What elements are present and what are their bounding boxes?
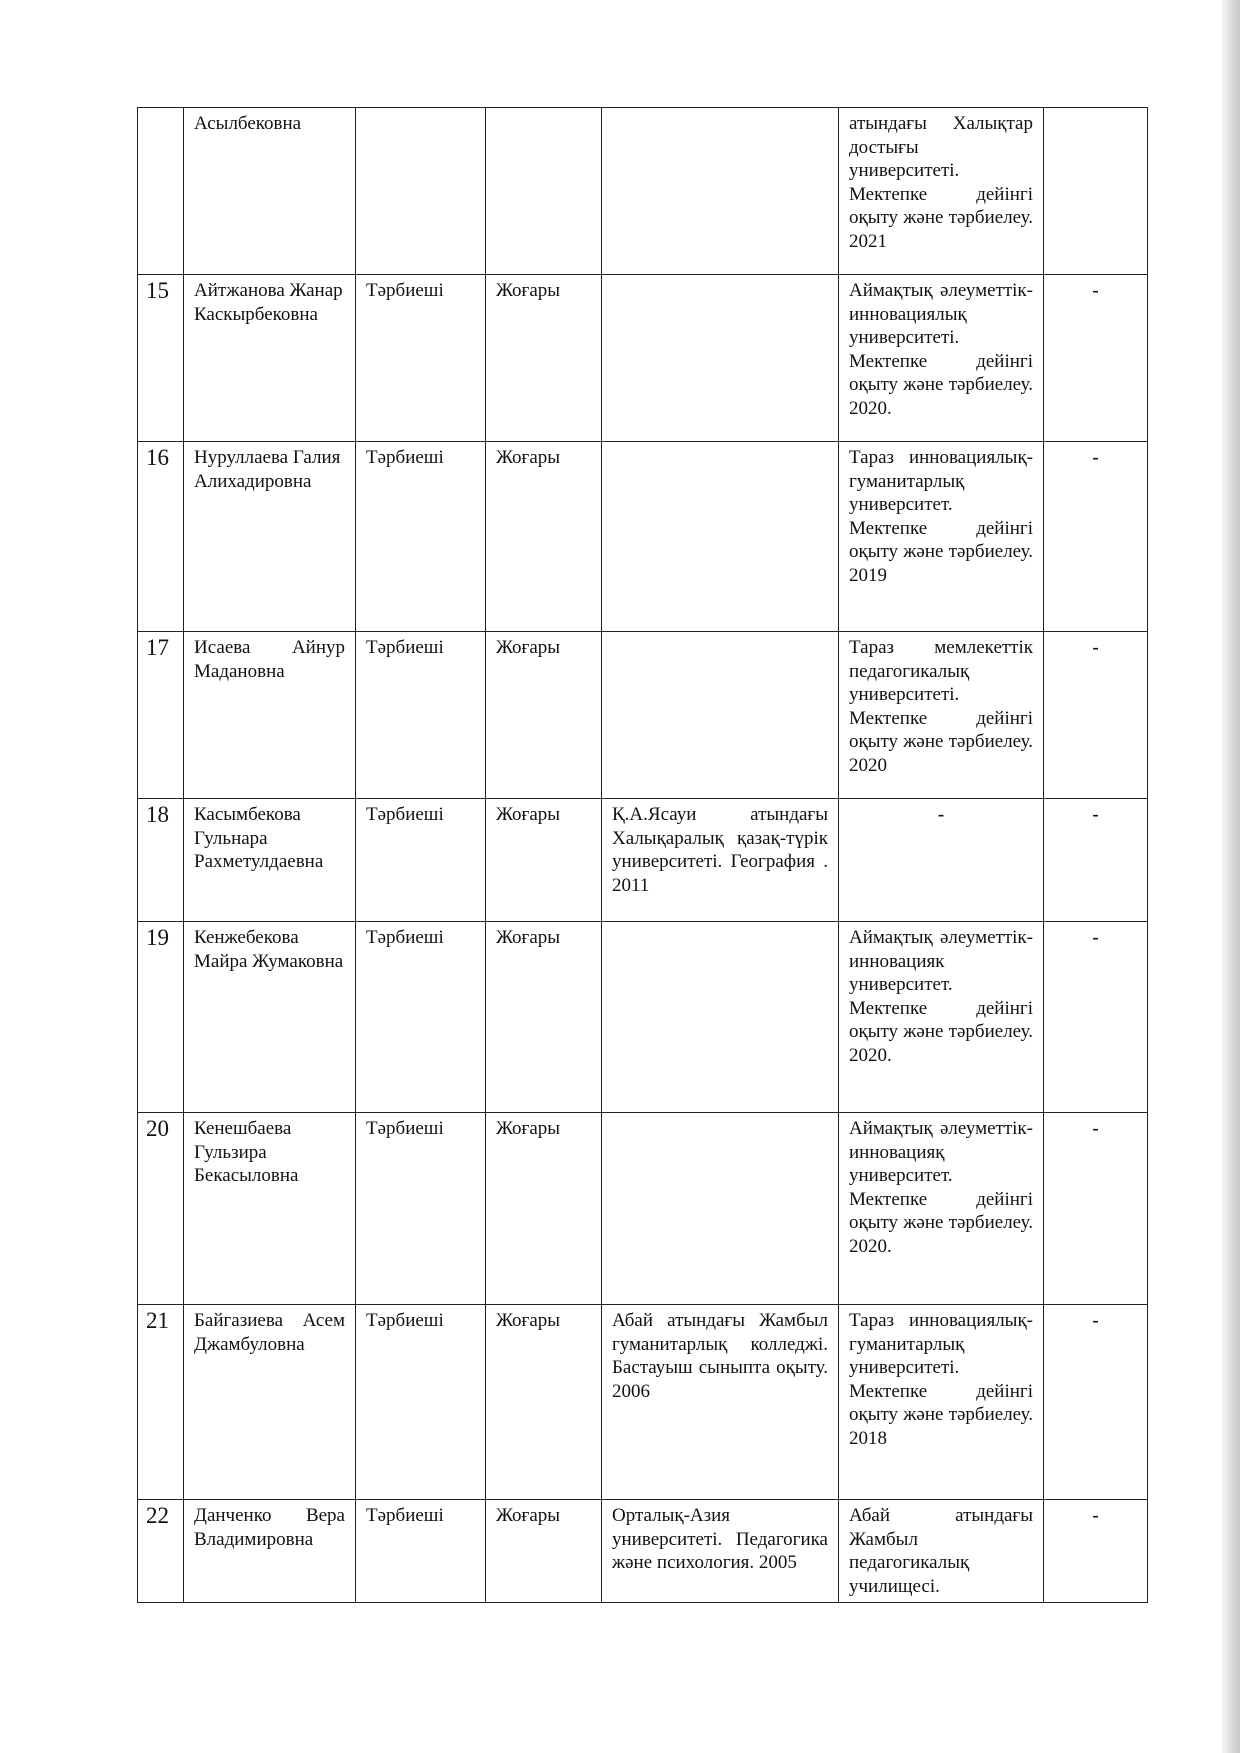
staff-new-education: Тараз мемлекеттік педагогикалық университеті. Мектепке дейінгі оқыту және тәрбиелеу. 2020 [839, 632, 1044, 799]
row-number: 19 [138, 922, 184, 1113]
staff-name: Байгазиева Асем Джамбуловна [184, 1305, 356, 1500]
staff-education-level: Жоғары [486, 442, 602, 632]
table-row [138, 1305, 1148, 1500]
staff-position: Тәрбиеші [356, 799, 486, 922]
staff-position: Тәрбиеші [356, 1500, 486, 1603]
table-row [138, 275, 1148, 442]
page-edge-shadow [1222, 0, 1240, 1753]
row-number: 20 [138, 1113, 184, 1305]
staff-name: Асылбековна [184, 108, 356, 275]
row-number: 22 [138, 1500, 184, 1603]
row-number: 15 [138, 275, 184, 442]
staff-category [1044, 108, 1148, 275]
row-number: 16 [138, 442, 184, 632]
staff-education-level: Жоғары [486, 1305, 602, 1500]
staff-position: Тәрбиеші [356, 1113, 486, 1305]
staff-education-level: Жоғары [486, 632, 602, 799]
staff-education-level: Жоғары [486, 1113, 602, 1305]
staff-new-education: Абай атындағы Жамбыл педагогикалық училищесі. [839, 1500, 1044, 1603]
staff-name: Кенешбаева Гульзира Бекасыловна [184, 1113, 356, 1305]
staff-education-history [602, 442, 839, 632]
staff-position: Тәрбиеші [356, 632, 486, 799]
staff-category: - [1044, 1500, 1148, 1603]
staff-education-history: Қ.А.Ясауи атындағы Халықаралық қазақ-түрік университеті. География . 2011 [602, 799, 839, 922]
table-row [138, 922, 1148, 1113]
staff-education-history: Орталық-Азия университеті. Педагогика және психология. 2005 [602, 1500, 839, 1603]
staff-education-history [602, 1113, 839, 1305]
staff-category: - [1044, 799, 1148, 922]
table-row [138, 442, 1148, 632]
row-number: 17 [138, 632, 184, 799]
staff-name: Кенжебекова Майра Жумаковна [184, 922, 356, 1113]
staff-name: Данченко Вера Владимировна [184, 1500, 356, 1603]
staff-new-education: - [839, 799, 1044, 922]
staff-education-history: Абай атындағы Жамбыл гуманитарлық колледжі. Бастауыш сыныпта оқыту. 2006 [602, 1305, 839, 1500]
staff-education-level: Жоғары [486, 275, 602, 442]
staff-name: Исаева Айнур Мадановна [184, 632, 356, 799]
staff-position: Тәрбиеші [356, 275, 486, 442]
table-row [138, 1500, 1148, 1603]
staff-new-education: Аймақтық әлеуметтік-инновациялық университеті. Мектепке дейінгі оқыту және тәрбиелеу. 2020. [839, 275, 1044, 442]
staff-category: - [1044, 442, 1148, 632]
staff-education-history [602, 632, 839, 799]
staff-education-history [602, 275, 839, 442]
row-number: 21 [138, 1305, 184, 1500]
staff-education-level: Жоғары [486, 799, 602, 922]
table-row [138, 108, 1148, 275]
staff-category: - [1044, 922, 1148, 1113]
staff-position [356, 108, 486, 275]
staff-name: Нуруллаева Галия Алихадировна [184, 442, 356, 632]
staff-name: Касымбекова Гульнара Рахметулдаевна [184, 799, 356, 922]
staff-position: Тәрбиеші [356, 442, 486, 632]
staff-table [137, 107, 1148, 1603]
table-row [138, 632, 1148, 799]
staff-name: Айтжанова Жанар Каскырбековна [184, 275, 356, 442]
staff-new-education: Аймақтық әлеуметтік-инновацияқ университет. Мектепке дейінгі оқыту және тәрбиелеу. 2020. [839, 1113, 1044, 1305]
staff-new-education: Аймақтық әлеуметтік-инновацияк университет. Мектепке дейінгі оқыту және тәрбиелеу. 2020. [839, 922, 1044, 1113]
staff-category: - [1044, 1305, 1148, 1500]
staff-new-education: Тараз инновациялық-гуманитарлық университеті. Мектепке дейінгі оқыту және тәрбиелеу. 2018 [839, 1305, 1044, 1500]
staff-position: Тәрбиеші [356, 1305, 486, 1500]
table-row [138, 1113, 1148, 1305]
staff-education-level [486, 108, 602, 275]
staff-category: - [1044, 275, 1148, 442]
table-row [138, 799, 1148, 922]
staff-position: Тәрбиеші [356, 922, 486, 1113]
staff-education-level: Жоғары [486, 1500, 602, 1603]
staff-education-history [602, 108, 839, 275]
row-number: 18 [138, 799, 184, 922]
staff-new-education: Тараз инновациялық-гуманитарлық университет. Мектепке дейінгі оқыту және тәрбиелеу. 2019 [839, 442, 1044, 632]
staff-education-level: Жоғары [486, 922, 602, 1113]
staff-new-education: атындағы Халықтар достығы университеті. Мектепке дейінгі оқыту және тәрбиелеу. 2021 [839, 108, 1044, 275]
staff-category: - [1044, 632, 1148, 799]
staff-category: - [1044, 1113, 1148, 1305]
staff-education-history [602, 922, 839, 1113]
row-number [138, 108, 184, 275]
